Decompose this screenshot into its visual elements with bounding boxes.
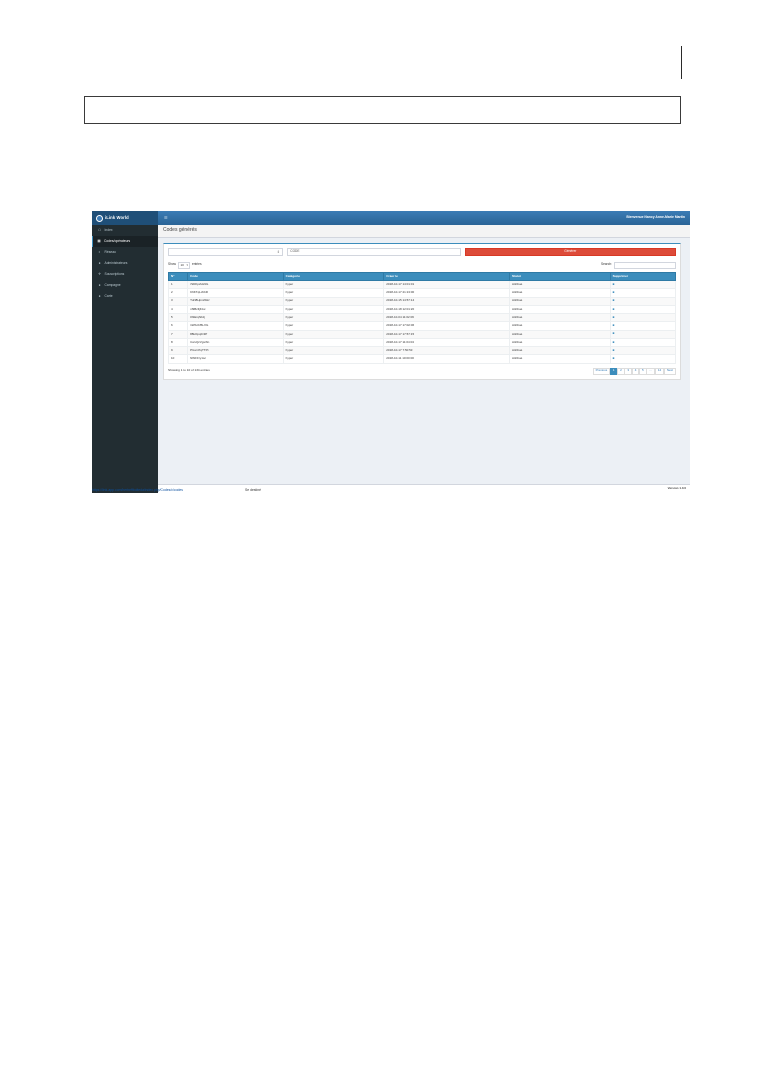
cell-date: 2018-10-17 17:02:06 (384, 322, 510, 330)
cell-status: Attribué (510, 338, 611, 346)
header-category[interactable]: Catégorie (283, 272, 384, 281)
cell-delete[interactable] (610, 330, 675, 338)
chart-icon: ◐ (98, 249, 101, 254)
search-control (601, 262, 676, 269)
pagination (593, 368, 676, 375)
brand-name: iLink World (105, 214, 129, 220)
cell-code: 1WKcbf5LXG (188, 322, 284, 330)
pagination-page-2[interactable]: 2 (617, 368, 625, 375)
cell-code: PGsr47qTTPt (188, 347, 284, 355)
table-header-row (169, 272, 676, 281)
trash-icon[interactable]: ■ (612, 331, 615, 336)
sidebar-item-label: Administrateurs (104, 260, 128, 265)
sidebar-item-reseau[interactable] (92, 247, 158, 258)
cell-code: TuN8Hpns5Hz (188, 297, 284, 305)
cell-category: hyper (283, 297, 384, 305)
footer-version: Version 1.0.0 (667, 486, 686, 491)
cell-status: Attribué (510, 314, 611, 322)
header-status[interactable]: Statut (510, 272, 611, 281)
cell-delete[interactable] (610, 355, 675, 363)
decorative-rule (681, 46, 682, 79)
table-row (169, 355, 676, 363)
trash-icon[interactable]: ■ (612, 347, 615, 352)
cell-category: hyper (283, 338, 384, 346)
search-input[interactable] (614, 262, 676, 269)
cell-delete[interactable] (610, 347, 675, 355)
trash-icon[interactable]: ■ (612, 281, 615, 286)
status-bar (92, 488, 690, 492)
chevron-down-icon: ▾ (186, 263, 188, 267)
cell-delete[interactable] (610, 338, 675, 346)
cell-status: Attribué (510, 281, 611, 289)
grid-icon: ▦ (97, 238, 101, 243)
cell-category: hyper (283, 330, 384, 338)
cell-code: 88kOpqIC3P (188, 330, 284, 338)
chevron-updown-icon: ⇕ (276, 249, 280, 254)
header-created-at[interactable]: Créer le (384, 272, 510, 281)
sidebar-item-label: Campagne (104, 282, 121, 287)
cell-number: 10 (169, 355, 188, 363)
sidebar-item-label: Index (104, 227, 113, 232)
page-length-select[interactable] (178, 262, 190, 269)
pagination-page-3[interactable]: 3 (624, 368, 632, 375)
cell-date: 2018-10-15 14:57:14 (384, 297, 510, 305)
user-icon: ● (98, 260, 101, 265)
content-area (158, 225, 690, 493)
sidebar-item-souscriptions[interactable] (92, 269, 158, 280)
sidebar-item-label: Codes/opérateurs (104, 238, 131, 243)
sidebar-item-label: Réseau (104, 249, 116, 254)
cell-number: 4 (169, 305, 188, 313)
category-select[interactable] (168, 248, 283, 256)
cell-status: Attribué (510, 322, 611, 330)
code-input[interactable] (287, 248, 461, 256)
table-row (169, 281, 676, 289)
sidebar-item-label: Carte (104, 293, 113, 298)
cell-number: 9 (169, 347, 188, 355)
pagination-last-page[interactable]: 14 (655, 368, 664, 375)
table-controls (168, 262, 676, 269)
show-label: Show (168, 262, 176, 267)
trash-icon[interactable]: ■ (612, 339, 615, 344)
cell-code: K6KTqLzbbR (188, 289, 284, 297)
cell-delete[interactable] (610, 305, 675, 313)
header-delete[interactable]: Supprimer (610, 272, 675, 281)
trash-icon[interactable]: ■ (612, 314, 615, 319)
cell-delete[interactable] (610, 314, 675, 322)
pagination-ellipsis: … (646, 368, 655, 375)
trash-icon[interactable]: ■ (612, 290, 615, 295)
cell-date: 2018-10-04 11:02:06 (384, 314, 510, 322)
home-icon: ☖ (97, 227, 102, 232)
table-footer (168, 368, 676, 375)
cell-number: 1 (169, 281, 188, 289)
cell-code: 0f1ErqNbJj (188, 314, 284, 322)
cell-category: hyper (283, 347, 384, 355)
cell-status: Attribué (510, 297, 611, 305)
web-application (92, 211, 690, 493)
cell-status: Attribué (510, 330, 611, 338)
page-title: Codes générés (163, 227, 197, 234)
cell-category: hyper (283, 305, 384, 313)
trash-icon[interactable]: ■ (612, 356, 615, 361)
table-row (169, 297, 676, 305)
table-head (169, 272, 676, 281)
cell-number: 6 (169, 322, 188, 330)
pin-icon: ● (98, 282, 101, 287)
page-header (158, 225, 690, 238)
cell-date: 2018-10-17 21:13:00 (384, 289, 510, 297)
cell-code: NWFFry1sc (188, 355, 284, 363)
main-panel (163, 243, 681, 380)
cell-date: 2018-10-17 14:01:01 (384, 281, 510, 289)
generate-button-label: Générer (564, 249, 577, 254)
cell-date: 2018-10-18 12:01:20 (384, 305, 510, 313)
cell-date: 2018-10-17 11:04:04 (384, 338, 510, 346)
status-note: Se destiné (244, 488, 262, 492)
cell-code: nf9BclljKzw (188, 305, 284, 313)
trash-icon[interactable]: ■ (612, 306, 615, 311)
user-greeting[interactable]: Bienvenue Nancy Anne-Marie Martin (626, 215, 685, 220)
app-header (92, 211, 690, 225)
cell-date: 2018-10-17 7:50:53 (384, 347, 510, 355)
cell-delete[interactable] (610, 322, 675, 330)
generate-button[interactable] (465, 248, 676, 256)
table-row (169, 330, 676, 338)
showing-entries-label: Showing 1 to 10 of 134 entries (168, 368, 210, 373)
hamburger-icon[interactable]: ☰ (164, 214, 168, 220)
cell-code: CwvQcVgsr6n (188, 338, 284, 346)
cell-number: 5 (169, 314, 188, 322)
cell-number: 3 (169, 297, 188, 305)
cell-category: hyper (283, 322, 384, 330)
cell-code: rSDKp2Hx9G (188, 281, 284, 289)
cell-number: 8 (169, 338, 188, 346)
entries-label: entries (191, 262, 202, 267)
table-row (169, 347, 676, 355)
browser-address-bar[interactable] (84, 96, 681, 124)
table-row (169, 338, 676, 346)
table-row (169, 305, 676, 313)
status-url: https://link-app.com/herbeffbolteda/index.php/Codes/c/codes (92, 488, 183, 492)
trash-icon[interactable]: ■ (612, 323, 615, 328)
code-input-value: CODE (290, 249, 300, 254)
sidebar-item-codes-operateurs[interactable] (92, 236, 158, 247)
generation-form (168, 248, 676, 256)
cell-status: Attribué (510, 305, 611, 313)
table-row (169, 289, 676, 297)
cell-category: hyper (283, 281, 384, 289)
cell-category: hyper (283, 355, 384, 363)
cell-category: hyper (283, 314, 384, 322)
cell-category: hyper (283, 289, 384, 297)
codes-table (168, 272, 676, 364)
table-row (169, 322, 676, 330)
sidebar-item-carte[interactable] (92, 291, 158, 302)
pagination-page-4[interactable]: 4 (632, 368, 640, 375)
pagination-previous[interactable]: Previous (593, 368, 611, 375)
brand-logo-area[interactable] (92, 211, 158, 225)
pagination-next[interactable]: Next (664, 368, 676, 375)
cell-status: Attribué (510, 289, 611, 297)
pagination-page-1[interactable]: 1 (610, 368, 618, 375)
sidebar-item-index[interactable] (92, 225, 158, 236)
sidebar-item-administrateurs[interactable] (92, 258, 158, 269)
sidebar-item-label: Souscriptions (104, 271, 125, 276)
cell-date: 2018-10-11 10:00:00 (384, 355, 510, 363)
header-number[interactable]: N° (169, 272, 188, 281)
cell-delete[interactable] (610, 281, 675, 289)
cell-status: Attribué (510, 355, 611, 363)
plus-icon: ✛ (98, 271, 101, 276)
table-row (169, 314, 676, 322)
trash-icon[interactable]: ■ (612, 298, 615, 303)
header-code[interactable]: Code (188, 272, 284, 281)
pagination-page-5[interactable]: 5 (639, 368, 647, 375)
globe-icon (96, 215, 103, 222)
sidebar-item-campagne[interactable] (92, 280, 158, 291)
cell-status: Attribué (510, 347, 611, 355)
cell-date: 2018-10-17 17:57:15 (384, 330, 510, 338)
map-icon: ● (98, 293, 101, 298)
cell-delete[interactable] (610, 297, 675, 305)
search-label: Search: (601, 262, 612, 267)
table-body (169, 281, 676, 364)
page-length-value: 10 (180, 262, 184, 267)
sidebar (92, 225, 158, 493)
cell-number: 7 (169, 330, 188, 338)
cell-delete[interactable] (610, 289, 675, 297)
cell-number: 2 (169, 289, 188, 297)
page-length-control (168, 262, 202, 269)
